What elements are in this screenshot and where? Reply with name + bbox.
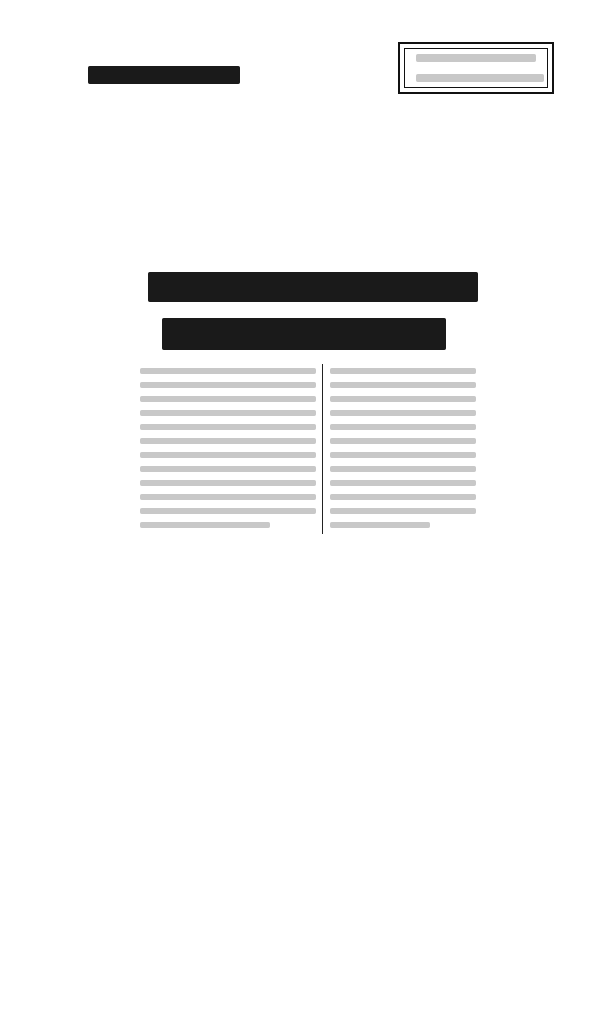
masthead-logo (88, 66, 240, 84)
text-line (330, 424, 476, 430)
text-line (140, 508, 316, 514)
headline-line (148, 272, 478, 302)
text-line (140, 396, 316, 402)
text-line (140, 382, 316, 388)
text-line (140, 494, 316, 500)
text-line (140, 466, 316, 472)
text-line (140, 438, 316, 444)
text-line (140, 480, 316, 486)
column-right (330, 364, 476, 534)
text-line (140, 424, 316, 430)
text-line (330, 396, 476, 402)
column-divider (322, 364, 323, 534)
headline-line (162, 318, 446, 350)
text-line (330, 480, 476, 486)
text-line (330, 508, 476, 514)
text-line (330, 438, 476, 444)
stamp-line (416, 74, 544, 82)
text-line (330, 382, 476, 388)
archive-stamp (398, 42, 554, 94)
text-line (330, 452, 476, 458)
text-line (330, 466, 476, 472)
text-line (140, 368, 316, 374)
text-line (330, 494, 476, 500)
column-left (140, 364, 316, 534)
stamp-line (416, 54, 536, 62)
text-line (140, 410, 316, 416)
text-line (330, 522, 430, 528)
text-line (330, 368, 476, 374)
text-line (140, 522, 270, 528)
text-line (330, 410, 476, 416)
text-line (140, 452, 316, 458)
